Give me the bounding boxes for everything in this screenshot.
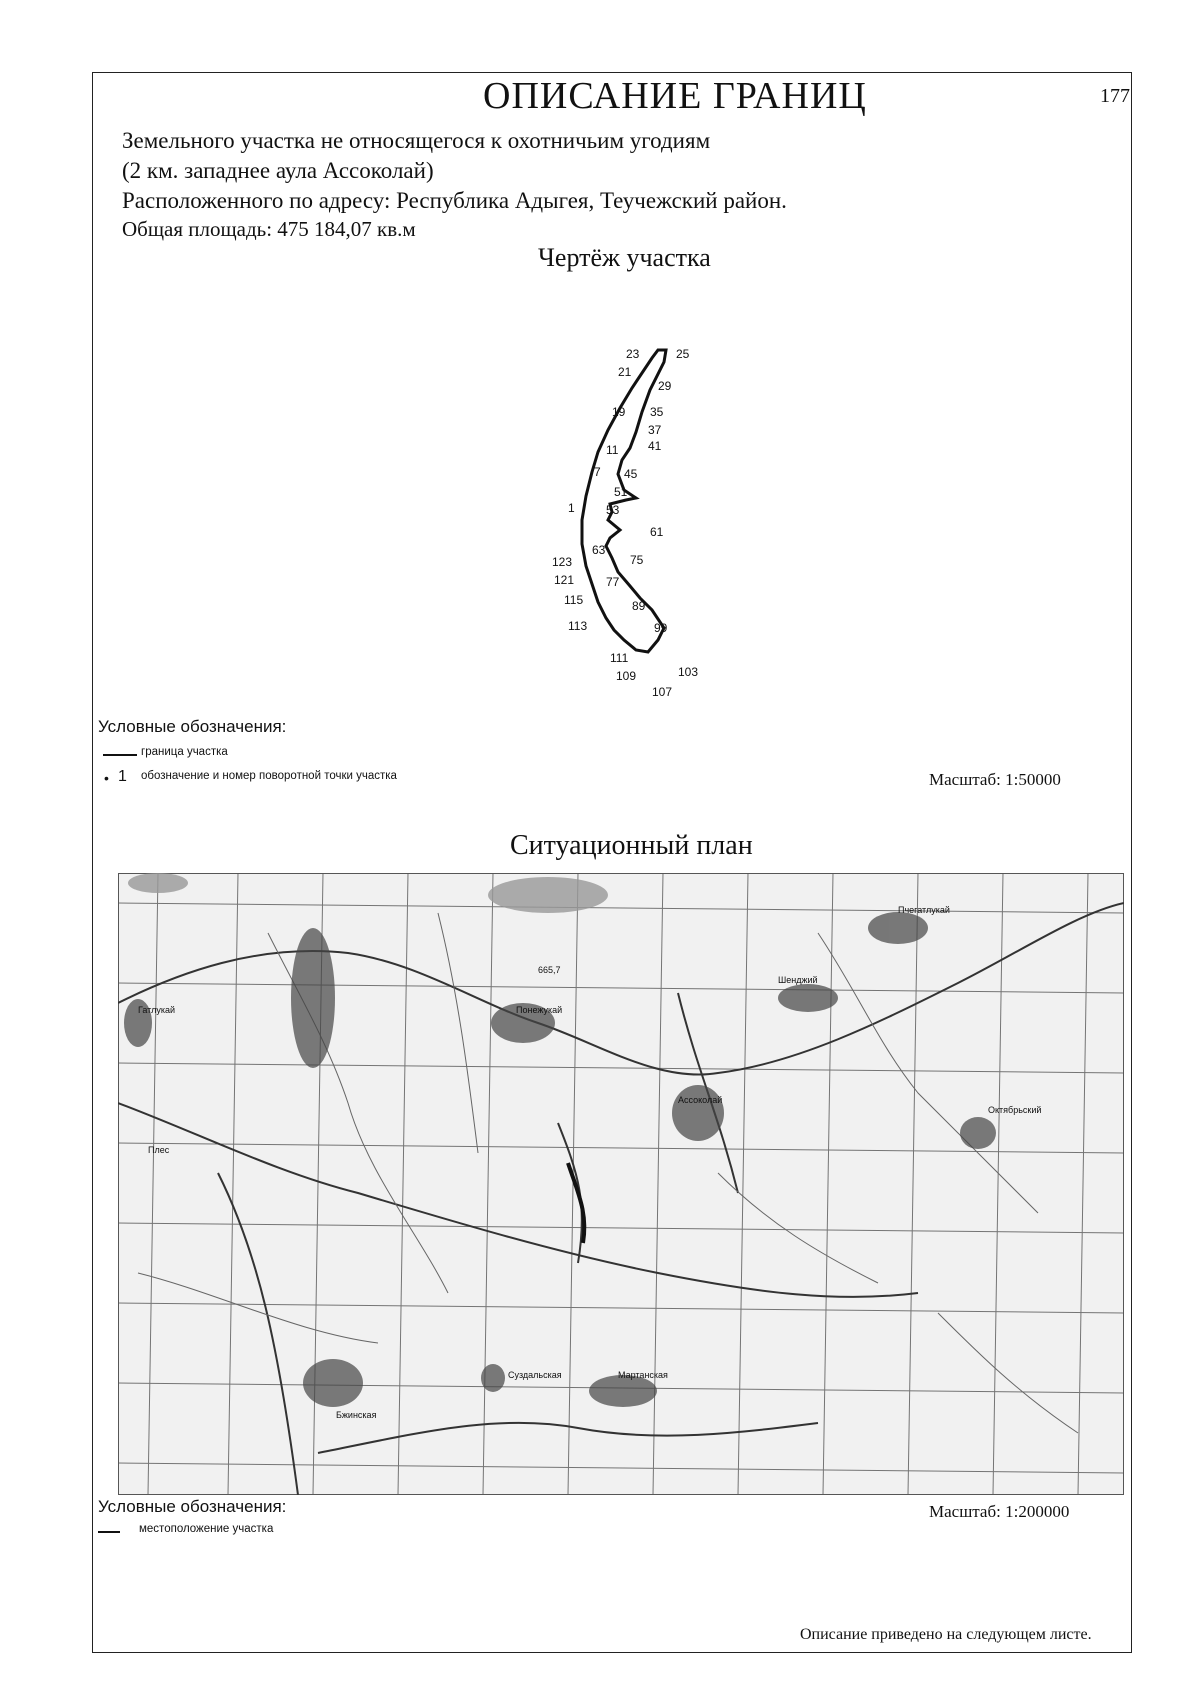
map-label: Плес (148, 1145, 170, 1155)
point-label: 123 (552, 555, 573, 569)
point-label: 111 (610, 651, 629, 665)
page-title: ОПИСАНИЕ ГРАНИЦ (483, 75, 867, 117)
legend-point-number: 1 (118, 768, 127, 785)
point-label: 37 (648, 423, 662, 437)
point-label: 35 (650, 405, 664, 419)
point-label: 11 (606, 443, 619, 457)
map-label: Пчегатлукай (898, 905, 950, 915)
parcel-boundary (582, 350, 666, 652)
map-label: Октябрьский (988, 1105, 1042, 1115)
point-label: 115 (564, 593, 584, 607)
point-label: 77 (606, 575, 620, 589)
point-label: 19 (612, 405, 626, 419)
map-label: Ассоколай (678, 1095, 723, 1105)
map-label: Шенджий (778, 975, 818, 985)
point-label: 107 (652, 685, 673, 699)
point-label: 41 (648, 439, 662, 453)
drawing-scale: Масштаб: 1:50000 (929, 770, 1061, 789)
footer-note: Описание приведено на следующем листе. (800, 1626, 1092, 1643)
parcel-drawing (540, 340, 730, 710)
point-label: 75 (630, 553, 644, 567)
point-label: 103 (678, 665, 699, 679)
point-label: 113 (568, 619, 588, 633)
point-label: 99 (654, 621, 668, 635)
legend-point-label: обозначение и номер поворотной точки участка (141, 770, 397, 782)
legend-point-symbol: • (104, 770, 109, 786)
point-label: 23 (626, 347, 640, 361)
point-label: 45 (624, 467, 638, 481)
point-label: 29 (658, 379, 672, 393)
map-label: Гатлукай (138, 1005, 176, 1015)
drawing-title: Чертёж участка (538, 243, 711, 272)
point-label: 89 (632, 599, 646, 613)
situation-map (118, 873, 1124, 1495)
header-line-area: Общая площадь: 475 184,07 кв.м (122, 217, 416, 241)
point-label: 109 (616, 669, 637, 683)
situation-plan-title: Ситуационный план (510, 830, 753, 861)
map-label: 665,7 (538, 965, 561, 975)
page-number: 177 (1100, 85, 1130, 107)
map-label: Понежукай (516, 1005, 563, 1015)
point-label: 25 (676, 347, 690, 361)
map-legend-heading: Условные обозначения: (98, 1497, 287, 1516)
map-label: Суздальская (508, 1370, 562, 1380)
header-line-2: (2 км. западнее аула Ассоколай) (122, 158, 434, 183)
legend-location-label: местоположение участка (139, 1523, 274, 1535)
boundary-line-symbol (103, 754, 137, 756)
map-label: Бжинская (336, 1410, 377, 1420)
location-line-symbol (98, 1531, 120, 1533)
header-line-3: Расположенного по адресу: Республика Адыгея, Теучежский район. (122, 188, 787, 213)
map-label: Мартанская (618, 1370, 668, 1380)
point-label: 21 (618, 365, 632, 379)
header-line-1: Земельного участка не относящегося к охотничьим угодиям (122, 128, 711, 153)
point-label: 51 (614, 485, 628, 499)
point-label: 121 (554, 573, 575, 587)
point-label: 63 (592, 543, 606, 557)
legend-boundary-label: граница участка (141, 746, 228, 758)
point-label: 61 (650, 525, 664, 539)
drawing-legend-heading: Условные обозначения: (98, 717, 287, 736)
point-label: 7 (594, 465, 601, 479)
point-label: 53 (606, 503, 620, 517)
map-scale: Масштаб: 1:200000 (929, 1502, 1070, 1521)
point-label: 1 (568, 501, 575, 515)
